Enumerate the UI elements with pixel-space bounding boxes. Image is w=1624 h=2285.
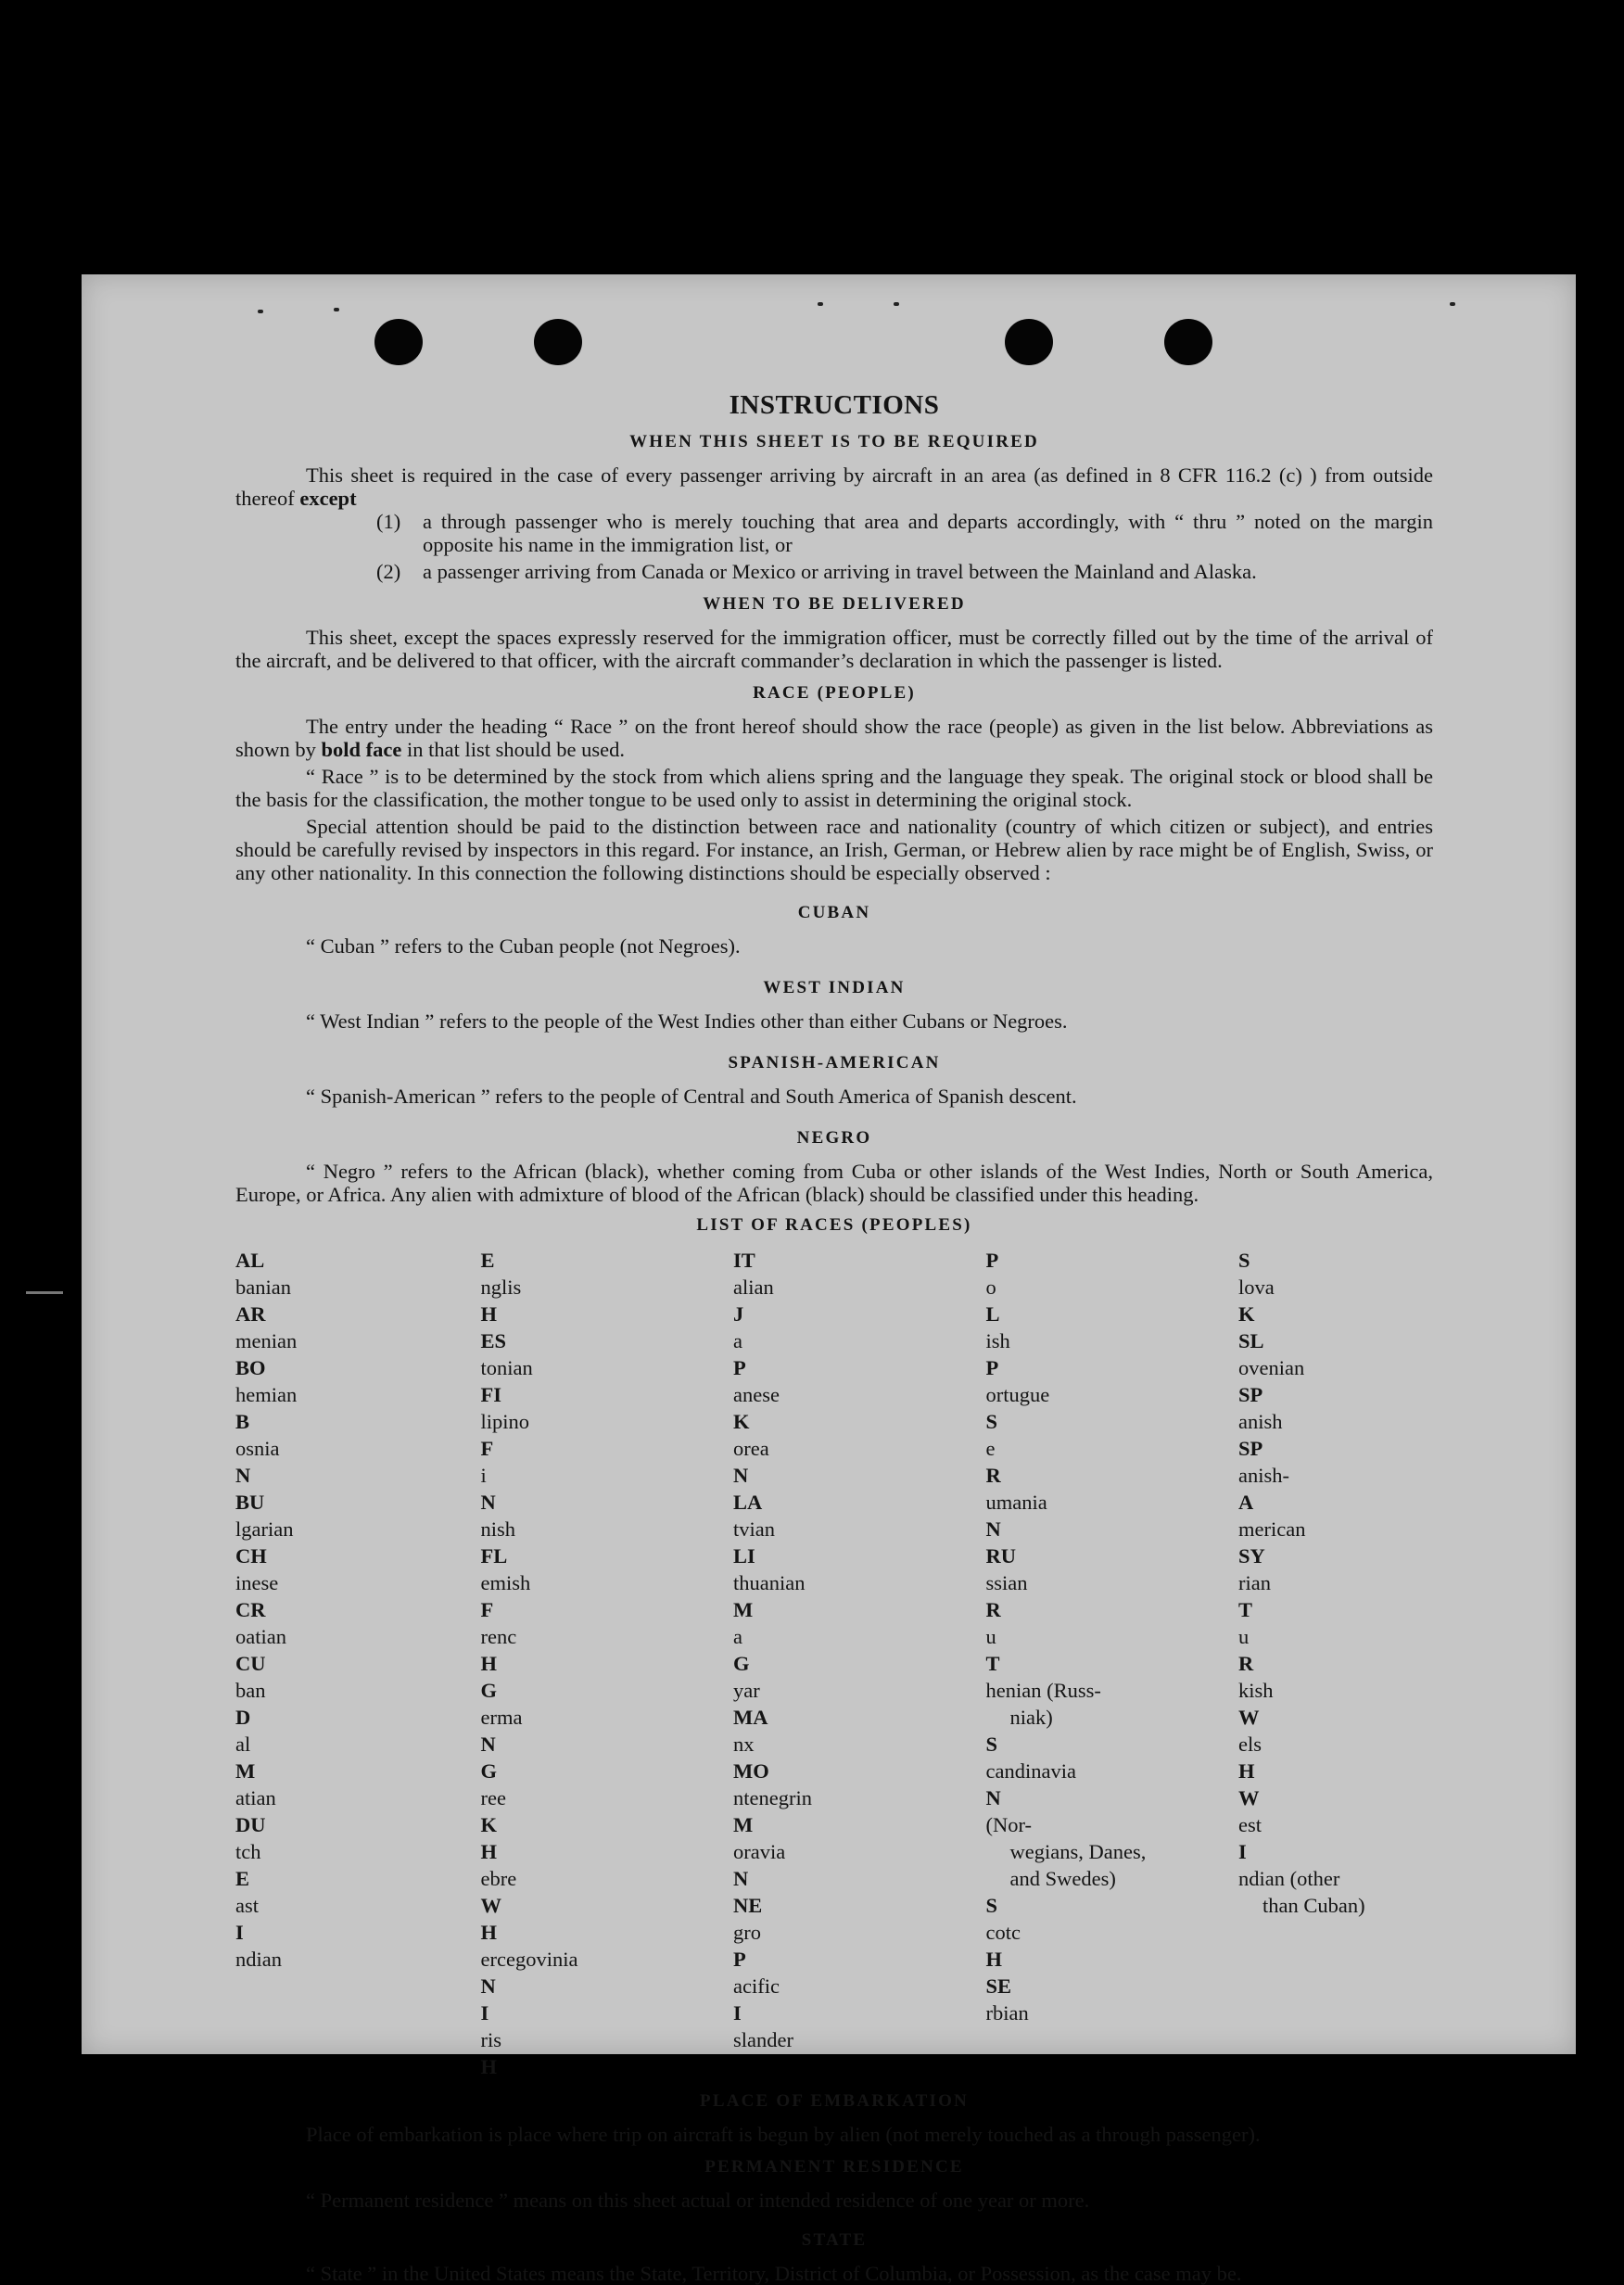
race-entry: S candinavia N (Nor- bbox=[985, 1733, 1076, 1836]
race-entry-continuation: than Cuban) bbox=[1262, 1894, 1365, 1917]
race-entry: F renc H bbox=[480, 1598, 517, 1675]
punch-hole bbox=[534, 319, 582, 365]
delivered-text: This sheet, except the spaces expressly reserved for the immigration officer, must be correctly filled out by the time of the arrival of the aircraft, and be delivered to that officer, with the aircraft commander’s declaration in which the passenger is listed. bbox=[235, 626, 1433, 672]
cuban-text: “ Cuban ” refers to the Cuban people (not Negroes). bbox=[306, 934, 741, 958]
speck bbox=[818, 302, 823, 306]
race-entry-continuation: niak) bbox=[1009, 1706, 1053, 1729]
race-paragraph-3: Special attention should be paid to the distinction between race and nationality (country of which citizen or subject), and entries should be carefully revised by inspectors in this regard. For instance, an Irish, German, or Hebrew alien by race might be of English, Swiss, or any other nationality. In this connection the following distinctions should be especially observed : bbox=[235, 815, 1433, 884]
spanish-american-text: “ Spanish-American ” refers to the people of Central and South America of Spanish descent. bbox=[306, 1085, 1077, 1108]
races-list bbox=[235, 1247, 1433, 2080]
race-entry: J a P anese bbox=[733, 1302, 780, 1406]
punch-hole bbox=[1005, 319, 1053, 365]
race-entry: SP anish bbox=[1238, 1383, 1283, 1433]
instructions-content bbox=[235, 391, 1433, 2285]
speck bbox=[258, 310, 263, 313]
race-entry: K orea N bbox=[733, 1410, 769, 1487]
race-entry: RU ssian bbox=[985, 1544, 1028, 1594]
section-heading-delivered: WHEN TO BE DELIVERED bbox=[703, 594, 966, 614]
speck bbox=[1450, 302, 1455, 306]
race-entry: FI lipino bbox=[480, 1383, 530, 1433]
section-heading-races-list: LIST OF RACES (PEOPLES) bbox=[696, 1215, 972, 1235]
race-entry: W est I ndian (other bbox=[1238, 1786, 1340, 1890]
exception-item bbox=[376, 510, 1433, 556]
race-entry: D al M atian bbox=[235, 1706, 276, 1809]
race-entry: H ercegovinia N bbox=[480, 1921, 578, 1998]
section-heading-required: WHEN THIS SHEET IS TO BE REQUIRED bbox=[629, 432, 1039, 451]
race-entry: LI thuanian bbox=[733, 1544, 806, 1594]
speck bbox=[334, 308, 339, 311]
race-entry: MA nx bbox=[733, 1706, 768, 1756]
section-heading-embarkation: PLACE OF EMBARKATION bbox=[700, 2091, 969, 2111]
negro-text: “ Negro ” refers to the African (black), whether coming from Cuba or other islands of the West Indies, North or South America, Europe, or Africa. Any alien with admixture of blood of the African (black) should be classified under this heading. bbox=[235, 1160, 1433, 1206]
section-heading-state: STATE bbox=[801, 2230, 868, 2250]
section-heading-negro: NEGRO bbox=[796, 1128, 872, 1148]
race-entry: T u R kish bbox=[1238, 1598, 1274, 1702]
race-entry: P ortugue S e bbox=[985, 1356, 1050, 1460]
race-entry: R umania N bbox=[985, 1464, 1047, 1541]
race-paragraph-2: “ Race ” is to be determined by the stock from which aliens spring and the language they speak. The original stock or blood shall be the basis for the classification, the mother tongue to be used only to assist in determining the original stock. bbox=[235, 765, 1433, 811]
race-entry: SE rbian bbox=[985, 1974, 1029, 2025]
race-entry: FL emish bbox=[480, 1544, 531, 1594]
race-entry-continuation: wegians, Danes, bbox=[1009, 1840, 1147, 1863]
exception-item bbox=[376, 560, 1433, 583]
page-title: INSTRUCTIONS bbox=[729, 390, 940, 420]
race-entry: M a G yar bbox=[733, 1598, 760, 1702]
race-entry: B osnia N bbox=[235, 1410, 280, 1487]
race-entry: MO ntenegrin bbox=[733, 1759, 812, 1809]
exception-text: a through passenger who is merely touching that area and departs accordingly, with “ thru ” noted on the margin opposite his name in the immigration list, or bbox=[423, 510, 1433, 556]
race-paragraph-1: The entry under the heading “ Race ” on the front hereof should show the race (people) as given in the list below. Abbreviations as shown by bold face in that list should be used. bbox=[235, 715, 1433, 761]
race-entry: DU tch bbox=[235, 1813, 266, 1863]
race-entry: IT alian bbox=[733, 1249, 774, 1299]
race-entry: SY rian bbox=[1238, 1544, 1271, 1594]
required-intro: This sheet is required in the case of every passenger arriving by aircraft in an area (as defined in 8 CFR 116.2 (c) ) from outside thereof except bbox=[235, 463, 1433, 510]
speck bbox=[894, 302, 899, 306]
race-entry: CU ban bbox=[235, 1652, 266, 1702]
exception-text: a passenger arriving from Canada or Mexico or arriving in travel between the Mainland and Alaska. bbox=[423, 560, 1257, 583]
section-heading-west-indian: WEST INDIAN bbox=[763, 978, 906, 997]
race-entry: G ree K bbox=[480, 1759, 506, 1836]
emphasis-except: except bbox=[299, 487, 357, 510]
race-entry: AR menian bbox=[235, 1302, 298, 1352]
section-heading-spanish-american: SPANISH-AMERICAN bbox=[728, 1053, 941, 1073]
race-entry: P acific I slander bbox=[733, 1948, 793, 2051]
races-column bbox=[235, 1247, 476, 2080]
race-entry: M oravia N bbox=[733, 1813, 786, 1890]
section-heading-residence: PERMANENT RESIDENCE bbox=[704, 2157, 964, 2177]
race-entry: P o L ish bbox=[985, 1249, 1010, 1352]
race-entry: S lova K bbox=[1238, 1249, 1275, 1326]
race-entry: CR oatian bbox=[235, 1598, 286, 1648]
punch-hole bbox=[374, 319, 423, 365]
race-entry-continuation: and Swedes) bbox=[1009, 1867, 1116, 1890]
race-entry: R u T henian (Russ- bbox=[985, 1598, 1101, 1702]
race-entry: AL banian bbox=[235, 1249, 291, 1299]
race-entry: SP anish- A merican bbox=[1238, 1437, 1306, 1541]
punch-hole bbox=[1164, 319, 1212, 365]
exception-number: (1) bbox=[376, 510, 401, 533]
race-entry: E nglis H bbox=[480, 1249, 522, 1326]
section-heading-race: RACE (PEOPLE) bbox=[753, 683, 916, 703]
bold-face-term: bold face bbox=[321, 738, 402, 761]
race-entry: ES tonian bbox=[480, 1329, 533, 1379]
embarkation-text: Place of embarkation is place where trip on aircraft is begun by alien (not merely touched as a through passenger). bbox=[306, 2123, 1261, 2146]
race-entry: BU lgarian bbox=[235, 1491, 294, 1541]
race-entry: E ast I ndian bbox=[235, 1867, 282, 1971]
race-entry: NE gro bbox=[733, 1894, 763, 1944]
races-column bbox=[986, 1247, 1235, 2080]
race-entry: G erma N bbox=[480, 1679, 523, 1756]
race-entry: LA tvian bbox=[733, 1491, 775, 1541]
race-entry: SL ovenian bbox=[1238, 1329, 1305, 1379]
section-heading-cuban: CUBAN bbox=[797, 903, 871, 922]
race-entry: W els H bbox=[1238, 1706, 1262, 1783]
race-entry: I ris H bbox=[480, 2001, 501, 2078]
races-column bbox=[481, 1247, 730, 2080]
scan-artifact bbox=[26, 1291, 63, 1294]
races-column bbox=[1238, 1247, 1433, 2080]
exception-number: (2) bbox=[376, 560, 401, 583]
races-column bbox=[733, 1247, 982, 2080]
document-sheet bbox=[82, 274, 1576, 2285]
race-entry: CH inese bbox=[235, 1544, 279, 1594]
state-text: “ State ” in the United States means the State, Territory, District of Columbia, or Possession, as the case may be. bbox=[306, 2262, 1242, 2285]
race-entry: BO hemian bbox=[235, 1356, 298, 1406]
race-entry: F i N nish bbox=[480, 1437, 516, 1541]
west-indian-text: “ West Indian ” refers to the people of the West Indies other than either Cubans or Negroes. bbox=[306, 1009, 1068, 1033]
race-entry: H ebre W bbox=[480, 1840, 517, 1917]
residence-text: “ Permanent residence ” means on this sheet actual or intended residence of one year or more. bbox=[306, 2189, 1090, 2212]
race-entry: S cotc H bbox=[985, 1894, 1021, 1971]
